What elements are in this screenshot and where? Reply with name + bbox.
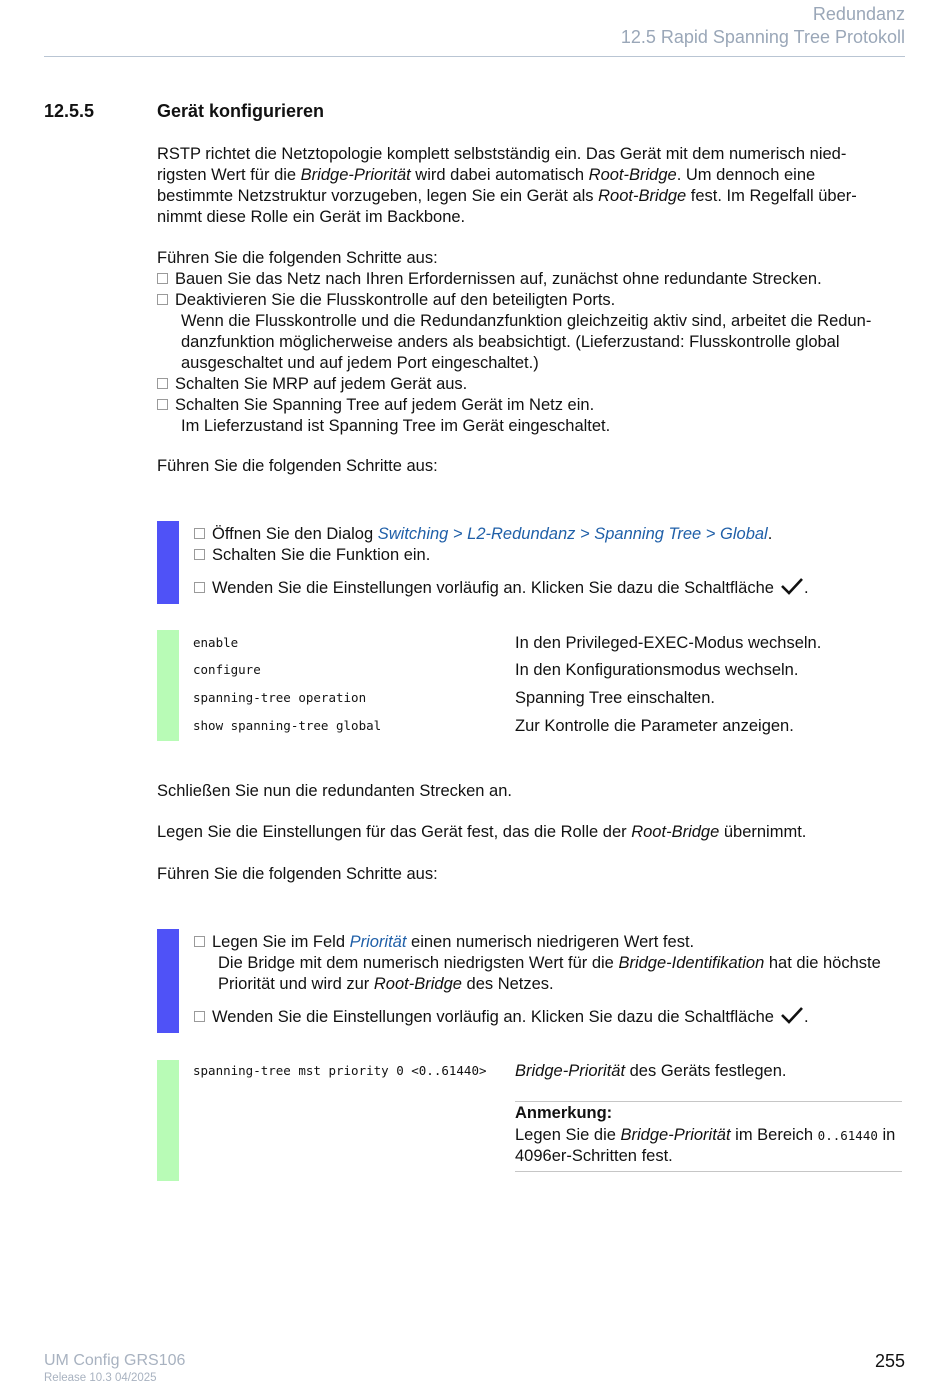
cli-instruction-bar (157, 630, 179, 741)
footer-release: Release 10.3 04/2025 (44, 1372, 157, 1384)
page-number: 255 (874, 1351, 905, 1371)
checkbox-icon (194, 936, 205, 947)
step-item: Bauen Sie das Netz nach Ihren Erfordernissen auf, zunächst ohne redundante Strecken. (157, 269, 907, 290)
header-chapter: Redundanz (812, 4, 905, 24)
intro-line: RSTP richtet die Netztopologie komplett selbstständig ein. Das Gerät mit dem numerisch nied- (157, 145, 847, 163)
cli-command: enable (193, 635, 239, 650)
cli-description: In den Privileged-EXEC-Modus wechseln. (515, 634, 822, 652)
cli-instruction-bar (157, 1060, 179, 1181)
connect-paragraph: Schließen Sie nun die redundanten Strecken an. (157, 782, 512, 800)
footer-document: UM Config GRS106 (44, 1352, 186, 1369)
checkmark-icon[interactable] (780, 1005, 804, 1031)
cli-description: Bridge-Priorität des Geräts festlegen. (515, 1062, 787, 1080)
intro-line: nimmt diese Rolle ein Gerät im Backbone. (157, 208, 466, 226)
step-item: Deaktivieren Sie die Flusskontrolle auf den beteiligten Ports. (157, 290, 907, 311)
gui-step: Wenden Sie die Einstellungen vorläufig an. Klicken Sie dazu die Schaltfläche . (194, 1005, 809, 1031)
note-divider (515, 1101, 902, 1102)
steps-heading: Führen Sie die folgenden Schritte aus: (157, 457, 438, 475)
intro-line: bestimmte Netzstruktur vorzugeben, legen Sie ein Gerät als Root-Bridge fest. Im Regelfall über- (157, 187, 857, 205)
header-divider (44, 56, 905, 57)
step-note: Im Lieferzustand ist Spanning Tree im Gerät eingeschaltet. (181, 417, 611, 435)
cli-description: Zur Kontrolle die Parameter anzeigen. (515, 717, 794, 735)
step-item: Schalten Sie Spanning Tree auf jedem Gerät im Netz ein. (157, 395, 907, 416)
gui-step: Schalten Sie die Funktion ein. (194, 545, 430, 566)
intro-paragraph (157, 144, 907, 228)
gui-step: Öffnen Sie den Dialog Switching > L2-Redundanz > Spanning Tree > Global. (194, 524, 772, 545)
header-section: 12.5 Rapid Spanning Tree Protokoll (620, 27, 905, 47)
cli-command: show spanning-tree global (193, 718, 382, 733)
checkbox-icon (157, 294, 168, 305)
gui-step: Legen Sie im Feld Priorität einen numerisch niedrigeren Wert fest. Die Bridge mit dem numerisch niedrigsten Wert für die Bridge-Identifikation hat die höchste Priorität und wird zur Root-Bridge des Netzes. (194, 932, 904, 995)
checkmark-icon[interactable] (780, 576, 804, 602)
steps-heading: Führen Sie die folgenden Schritte aus: (157, 865, 438, 883)
step-note: Wenn die Flusskontrolle und die Redundanzfunktion gleichzeitig aktiv sind, arbeitet die Redun- (181, 312, 872, 330)
intro-line: rigsten Wert für die Bridge-Priorität wird dabei automatisch Root-Bridge. Um dennoch eine (157, 166, 816, 184)
gui-step: Wenden Sie die Einstellungen vorläufig an. Klicken Sie dazu die Schaltfläche . (194, 576, 809, 602)
note-title: Anmerkung: (515, 1104, 613, 1122)
cli-description: Spanning Tree einschalten. (515, 689, 715, 707)
section-title: Gerät konfigurieren (157, 101, 325, 121)
checkbox-icon (157, 273, 168, 284)
cli-description: In den Konfigurationsmodus wechseln. (515, 661, 799, 679)
priority-field-link[interactable]: Priorität (349, 933, 407, 951)
checkbox-icon (194, 549, 205, 560)
gui-instruction-bar (157, 521, 179, 604)
cli-command: spanning-tree operation (193, 690, 367, 705)
steps-list (157, 269, 907, 437)
checkbox-icon (157, 378, 168, 389)
note-text: Legen Sie die Bridge-Priorität im Bereich 0..61440 in 4096er-Schritten fest. (515, 1126, 896, 1165)
step-note: ausgeschaltet und auf jedem Port eingeschaltet.) (181, 354, 539, 372)
cli-command: spanning-tree mst priority 0 <0..61440> (193, 1063, 487, 1078)
step-note: danzfunktion möglicherweise anders als beabsichtigt. (Lieferzustand: Flusskontrolle global (181, 333, 840, 351)
checkbox-icon (194, 1011, 205, 1022)
section-number: 12.5.5 (44, 101, 95, 121)
note-divider (515, 1171, 902, 1172)
root-bridge-paragraph: Legen Sie die Einstellungen für das Gerät fest, das die Rolle der Root-Bridge übernimmt. (157, 823, 807, 841)
checkbox-icon (194, 528, 205, 539)
cli-command: configure (193, 662, 261, 677)
dialog-path-link[interactable]: Switching > L2-Redundanz > Spanning Tree > Global (377, 525, 768, 543)
steps-heading: Führen Sie die folgenden Schritte aus: (157, 249, 438, 267)
gui-instruction-bar (157, 929, 179, 1033)
checkbox-icon (157, 399, 168, 410)
checkbox-icon (194, 582, 205, 593)
step-item: Schalten Sie MRP auf jedem Gerät aus. (157, 374, 907, 395)
